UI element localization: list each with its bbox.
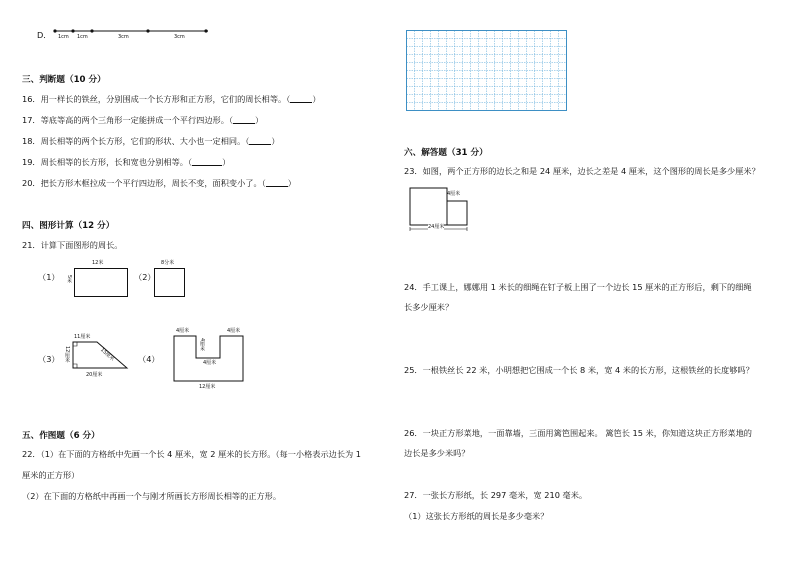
fig3-bottom-label: 20厘米 [86, 372, 103, 378]
fig4-top-left-label: 4厘米 [176, 328, 190, 334]
q22-part2: （2）在下面的方格纸中再画一个与刚才所画长方形周长相等的正方形。 [22, 491, 282, 501]
q18 [22, 136, 280, 147]
q17-text: 17．等底等高的两个三角形一定能拼成一个平行四边形。（ [22, 115, 234, 125]
q25-text: 25．一根铁丝长 22 米，小明想把它围成一个长 8 米，宽 4 米的长方形，这根铁丝的长度够吗？ [404, 365, 754, 375]
q23-bottom-label: 24厘米 [428, 224, 445, 230]
q20-text: 20．把长方形木框拉成一个平行四边形，周长不变，面积变小了。（ [22, 178, 266, 188]
q23-text: 23．如图，两个正方形的边长之和是 24 厘米，边长之差是 4 厘米，这个图形的周长是多少厘米？ [404, 166, 760, 176]
q21-text: 21．计算下面图形的周长。 [22, 240, 123, 250]
segment-label-3: 3cm [118, 34, 129, 40]
fig3-top-label: 11厘米 [74, 334, 91, 340]
q20-close: ） [287, 178, 296, 188]
q20-blank[interactable] [266, 178, 288, 187]
fig4-bottom-label: 12厘米 [199, 384, 216, 390]
q19-close: ） [222, 157, 231, 167]
option-d-label: D． [37, 30, 52, 40]
q16 [22, 94, 321, 105]
q22-line1: 22．（1）在下面的方格纸中先画一个长 4 厘米，宽 2 厘米的长方形。（每一小格表示边长为 1 [22, 449, 362, 459]
section3-heading: 三、判断题（10 分） [22, 75, 106, 85]
q16-close: ） [312, 94, 321, 104]
segment-label-4: 3cm [174, 34, 185, 40]
q26-line2: 边长是多少米吗？ [404, 448, 470, 458]
fig3-left-label: 12厘米 [64, 346, 70, 363]
fig2-label: （2） [134, 272, 156, 282]
fig4-inner-width-label: 4厘米 [203, 360, 217, 366]
number-line-figure [50, 26, 215, 42]
q18-close: ） [271, 136, 280, 146]
q17-close: ） [255, 115, 264, 125]
q22-line2: 厘米的正方形） [22, 470, 80, 480]
q20 [22, 178, 296, 189]
grid-paper[interactable] [406, 30, 568, 112]
q16-blank[interactable] [290, 94, 312, 103]
section6-heading: 六、解答题（31 分） [404, 148, 488, 158]
fig4-notched-shape [172, 332, 248, 384]
q24-line2: 长多少厘米？ [404, 302, 454, 312]
fig1-top-label: 12米 [92, 260, 104, 266]
q17 [22, 115, 263, 126]
segment-label-1: 1cm [58, 34, 69, 40]
q24-line1: 24．手工课上，娜娜用 1 米长的细绳在钉子板上围了一个边长 15 厘米的正方形后，剩下的细绳 [404, 282, 752, 292]
q17-blank[interactable] [233, 115, 255, 124]
q27-text: 27．一张长方形纸，长 297 毫米，宽 210 毫米。 [404, 490, 588, 500]
q26-line1: 26．一块正方形菜地，一面靠墙，三面用篱笆围起来。 篱笆长 15 米，你知道这块正方形菜地的 [404, 428, 752, 438]
q19-blank[interactable] [192, 157, 222, 166]
fig3-label: （3） [38, 354, 60, 364]
q18-text: 18．周长相等的两个长方形，它们的形状、大小也一定相同。（ [22, 136, 250, 146]
section5-heading: 五、作图题（6 分） [22, 431, 100, 441]
segment-label-2: 1cm [77, 34, 88, 40]
q27-1-text: （1）这张长方形纸的周长是多少毫米？ [404, 511, 549, 521]
fig1-side-label: 5米 [66, 275, 72, 284]
fig3-slant-label: 15厘米 [98, 347, 116, 363]
fig1-rectangle [74, 268, 128, 297]
section4-heading: 四、图形计算（12 分） [22, 221, 115, 231]
q19 [22, 157, 230, 168]
fig2-square [154, 268, 185, 297]
fig4-top-right-label: 4厘米 [227, 328, 241, 334]
q16-text: 16．用一样长的铁丝，分别围成一个长方形和正方形，它们的周长相等。（ [22, 94, 291, 104]
fig4-label: （4） [138, 354, 160, 364]
fig2-top-label: 8分米 [161, 260, 175, 266]
q23-small-label: 4厘米 [447, 191, 461, 197]
fig3-trapezoid [70, 340, 130, 370]
fig4-inner-height-label: 4厘米 [199, 338, 205, 352]
q19-text: 19．周长相等的长方形，长和宽也分别相等。（ [22, 157, 193, 167]
fig1-label: （1） [38, 272, 60, 282]
q18-blank[interactable] [249, 136, 271, 145]
